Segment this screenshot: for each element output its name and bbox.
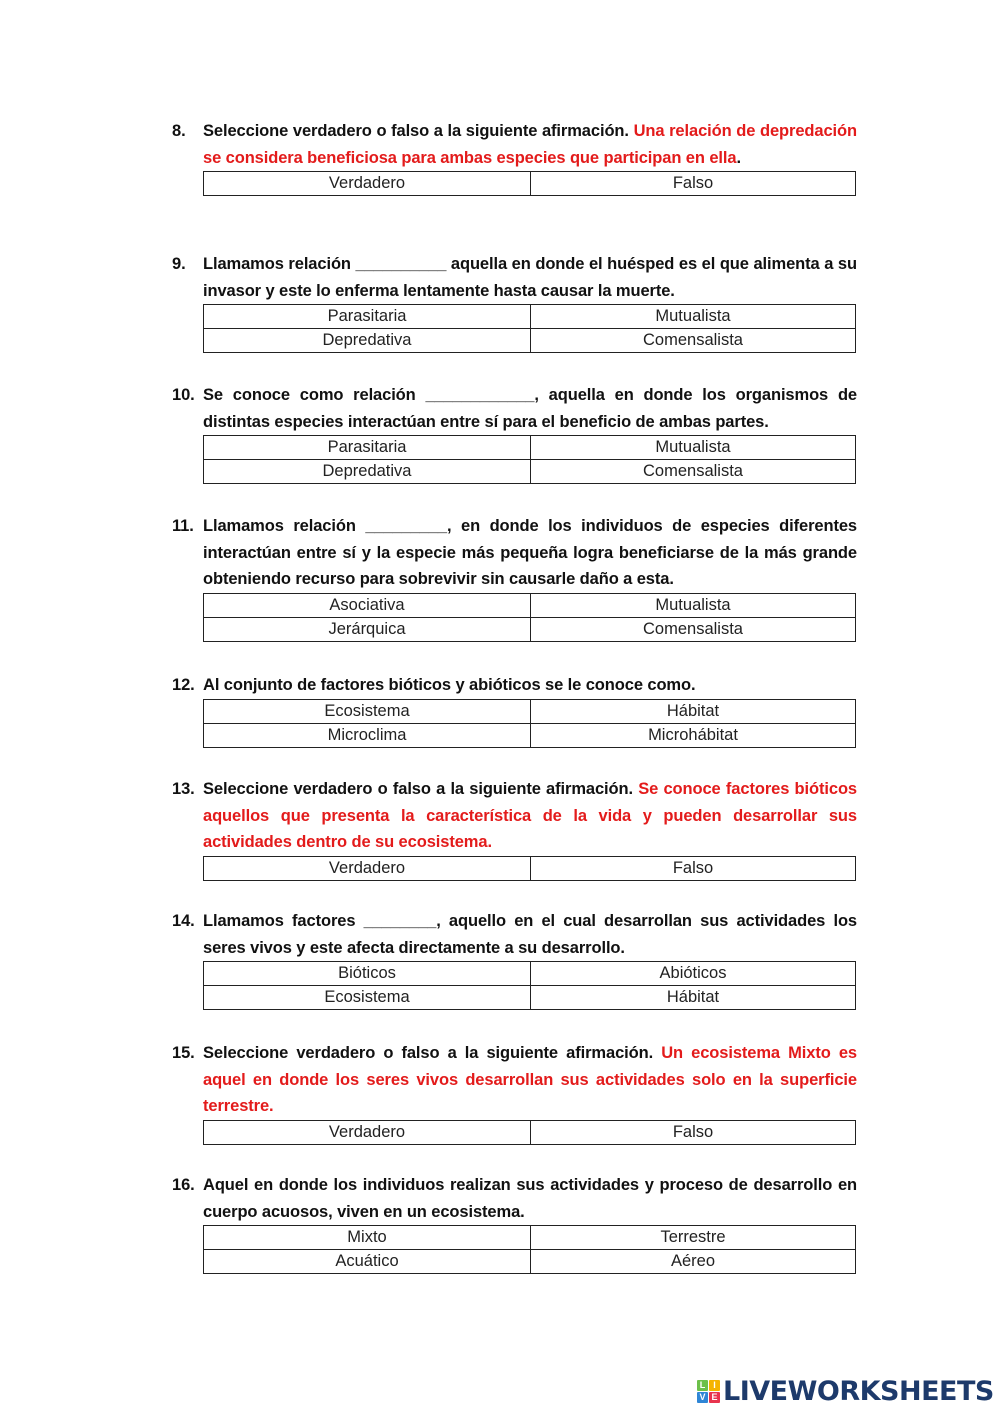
option-cell[interactable]: Aéreo — [531, 1250, 856, 1274]
options-table — [203, 1120, 856, 1145]
option-cell[interactable]: Bióticos — [204, 962, 531, 986]
option-cell[interactable]: Acuático — [204, 1250, 531, 1274]
question-8 — [172, 118, 857, 196]
question-10 — [172, 382, 857, 484]
question-prompt: Aquel en donde los individuos realizan sus actividades y proceso de desarrollo en cuerpo acuosos, viven en un ecosistema. — [203, 1176, 857, 1221]
question-text — [172, 672, 857, 699]
logo-text: LIVEWORKSHEETS — [723, 1376, 994, 1407]
options-table — [203, 171, 856, 196]
option-cell[interactable]: Mixto — [204, 1226, 531, 1250]
option-cell[interactable]: Depredativa — [204, 460, 531, 484]
option-cell[interactable]: Hábitat — [531, 699, 856, 723]
options-table — [203, 699, 856, 748]
question-number: 14. — [172, 912, 195, 930]
option-cell[interactable]: Falso — [531, 172, 856, 196]
option-cell[interactable]: Falso — [531, 1120, 856, 1144]
options-table — [203, 593, 856, 642]
logo-block-i: I — [709, 1380, 720, 1391]
question-prompt: Llamamos relación __________ aquella en donde el huésped es el que alimenta a su invasor y este lo enferma lentamente hasta causar la muerte. — [203, 255, 857, 300]
question-13 — [172, 776, 857, 881]
question-prompt: Al conjunto de factores bióticos y abióticos se le conoce como. — [203, 676, 696, 694]
option-cell[interactable]: Parasitaria — [204, 305, 531, 329]
logo-block-v: V — [697, 1392, 708, 1403]
option-cell[interactable]: Abióticos — [531, 962, 856, 986]
question-text — [172, 513, 857, 593]
question-prompt: Se conoce como relación ____________, aquella en donde los organismos de distintas especies interactúan entre sí para el beneficio de ambas partes. — [203, 386, 857, 431]
question-prompt: Seleccione verdadero o falso a la siguiente afirmación. — [203, 1044, 662, 1062]
option-cell[interactable]: Comensalista — [531, 460, 856, 484]
question-prompt: Llamamos relación _________, en donde los individuos de especies diferentes interactúan entre sí y la especie más pequeña logra beneficiarse de la más grande obteniendo recurso para sobrevivir sin causarle daño a esta. — [203, 517, 857, 588]
question-number: 9. — [172, 255, 186, 273]
question-prompt: Llamamos factores ________, aquello en el cual desarrollan sus actividades los seres vivos y este afecta directamente a su desarrollo. — [203, 912, 857, 957]
question-number: 10. — [172, 386, 195, 404]
option-cell[interactable]: Falso — [531, 856, 856, 880]
option-cell[interactable]: Ecosistema — [204, 699, 531, 723]
question-9 — [172, 251, 857, 353]
options-table — [203, 304, 856, 353]
option-cell[interactable]: Verdadero — [204, 172, 531, 196]
option-cell[interactable]: Verdadero — [204, 1120, 531, 1144]
option-cell[interactable]: Terrestre — [531, 1226, 856, 1250]
question-number: 16. — [172, 1176, 195, 1194]
options-table — [203, 1225, 856, 1274]
option-cell[interactable]: Verdadero — [204, 856, 531, 880]
statement-highlight: Un ecosistema Mixto es aquel en donde los seres vivos desarrollan sus actividades solo en la superficie terrestre. — [203, 1044, 857, 1115]
option-cell[interactable]: Microhábitat — [531, 723, 856, 747]
option-cell[interactable]: Ecosistema — [204, 986, 531, 1010]
options-table — [203, 961, 856, 1010]
question-14 — [172, 908, 857, 1010]
option-cell[interactable]: Parasitaria — [204, 436, 531, 460]
question-text — [172, 382, 857, 435]
question-tail: . — [736, 148, 741, 167]
question-text — [172, 251, 857, 304]
question-prompt: Seleccione verdadero o falso a la siguiente afirmación. — [203, 122, 634, 140]
option-cell[interactable]: Depredativa — [204, 329, 531, 353]
option-cell[interactable]: Hábitat — [531, 986, 856, 1010]
options-table — [203, 856, 856, 881]
question-16 — [172, 1172, 857, 1274]
logo-block-l: L — [697, 1380, 708, 1391]
question-number: 12. — [172, 676, 195, 694]
question-text — [172, 908, 857, 961]
question-text — [172, 118, 857, 171]
options-table — [203, 435, 856, 484]
option-cell[interactable]: Asociativa — [204, 593, 531, 617]
question-11 — [172, 513, 857, 642]
question-number: 11. — [172, 517, 194, 535]
option-cell[interactable]: Mutualista — [531, 305, 856, 329]
question-number: 13. — [172, 780, 195, 798]
option-cell[interactable]: Mutualista — [531, 436, 856, 460]
option-cell[interactable]: Mutualista — [531, 593, 856, 617]
question-number: 8. — [172, 122, 186, 140]
statement-highlight: Una relación de depredación se considera beneficiosa para ambas especies que participan en ella — [203, 122, 857, 167]
option-cell[interactable]: Comensalista — [531, 617, 856, 641]
live-blocks-icon — [697, 1380, 720, 1403]
question-prompt: Seleccione verdadero o falso a la siguiente afirmación. — [203, 780, 639, 798]
logo-block-e: E — [709, 1392, 720, 1403]
question-15 — [172, 1040, 857, 1145]
question-12 — [172, 672, 857, 748]
statement-highlight: Se conoce factores bióticos aquellos que presenta la característica de la vida y pueden desarrollar sus actividades dentro de su ecosistema. — [203, 780, 857, 851]
option-cell[interactable]: Jerárquica — [204, 617, 531, 641]
question-text — [172, 1172, 857, 1225]
option-cell[interactable]: Microclima — [204, 723, 531, 747]
question-text — [172, 776, 857, 856]
question-text — [172, 1040, 857, 1120]
liveworksheets-logo[interactable] — [697, 1376, 994, 1407]
option-cell[interactable]: Comensalista — [531, 329, 856, 353]
question-number: 15. — [172, 1044, 195, 1062]
